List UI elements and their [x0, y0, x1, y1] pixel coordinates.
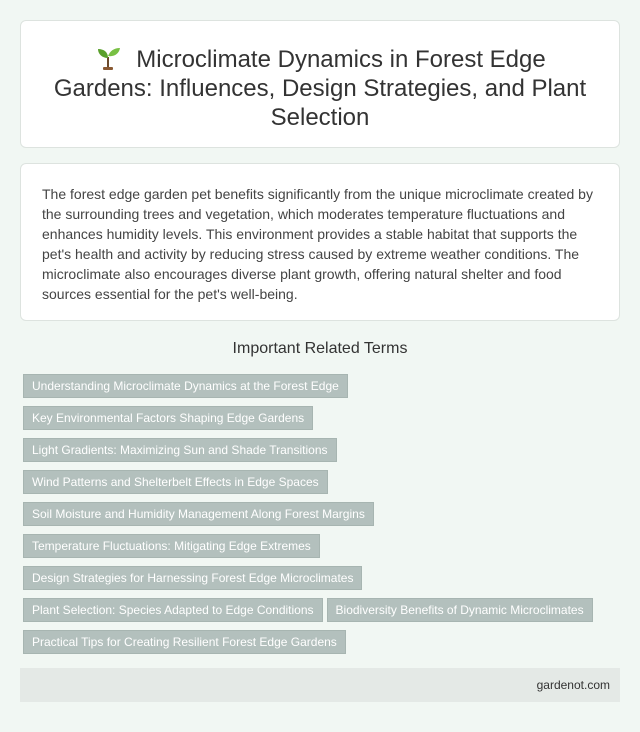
footer [20, 668, 620, 702]
related-term-tag[interactable]: Practical Tips for Creating Resilient Forest Edge Gardens [23, 630, 346, 654]
related-term-tag[interactable]: Biodiversity Benefits of Dynamic Microclimates [327, 598, 593, 622]
related-term-tag[interactable]: Understanding Microclimate Dynamics at the Forest Edge [23, 374, 348, 398]
related-terms-heading: Important Related Terms [232, 340, 408, 357]
sprout-icon [94, 46, 122, 70]
related-term-tag[interactable]: Design Strategies for Harnessing Forest Edge Microclimates [23, 566, 362, 590]
related-term-tag[interactable]: Light Gradients: Maximizing Sun and Shade Transitions [23, 438, 337, 462]
related-term-tag[interactable]: Soil Moisture and Humidity Management Along Forest Margins [23, 502, 374, 526]
title-card [20, 20, 620, 148]
page-title-text: Microclimate Dynamics in Forest Edge Gardens: Influences, Design Strategies, and Plant Selection [53, 46, 587, 131]
description-text: The forest edge garden pet benefits significantly from the unique microclimate created by the surrounding trees and vegetation, which moderates temperature fluctuations and enhances humidity levels. This environment provides a stable habitat that supports the pet's health and activity by reducing stress caused by extreme weather conditions. The microclimate also encourages diverse plant growth, offering natural shelter and food sources essential for the pet's well-being. [42, 186, 593, 302]
related-term-tag[interactable]: Temperature Fluctuations: Mitigating Edge Extremes [23, 534, 320, 558]
related-term-tag[interactable]: Key Environmental Factors Shaping Edge Gardens [23, 406, 313, 430]
related-term-tag[interactable]: Plant Selection: Species Adapted to Edge Conditions [23, 598, 323, 622]
related-terms-list [23, 374, 623, 662]
related-term-tag[interactable]: Wind Patterns and Shelterbelt Effects in Edge Spaces [23, 470, 328, 494]
footer-site-link[interactable]: gardenot.com [536, 678, 610, 692]
description-card [20, 163, 620, 321]
page-title [21, 21, 619, 132]
